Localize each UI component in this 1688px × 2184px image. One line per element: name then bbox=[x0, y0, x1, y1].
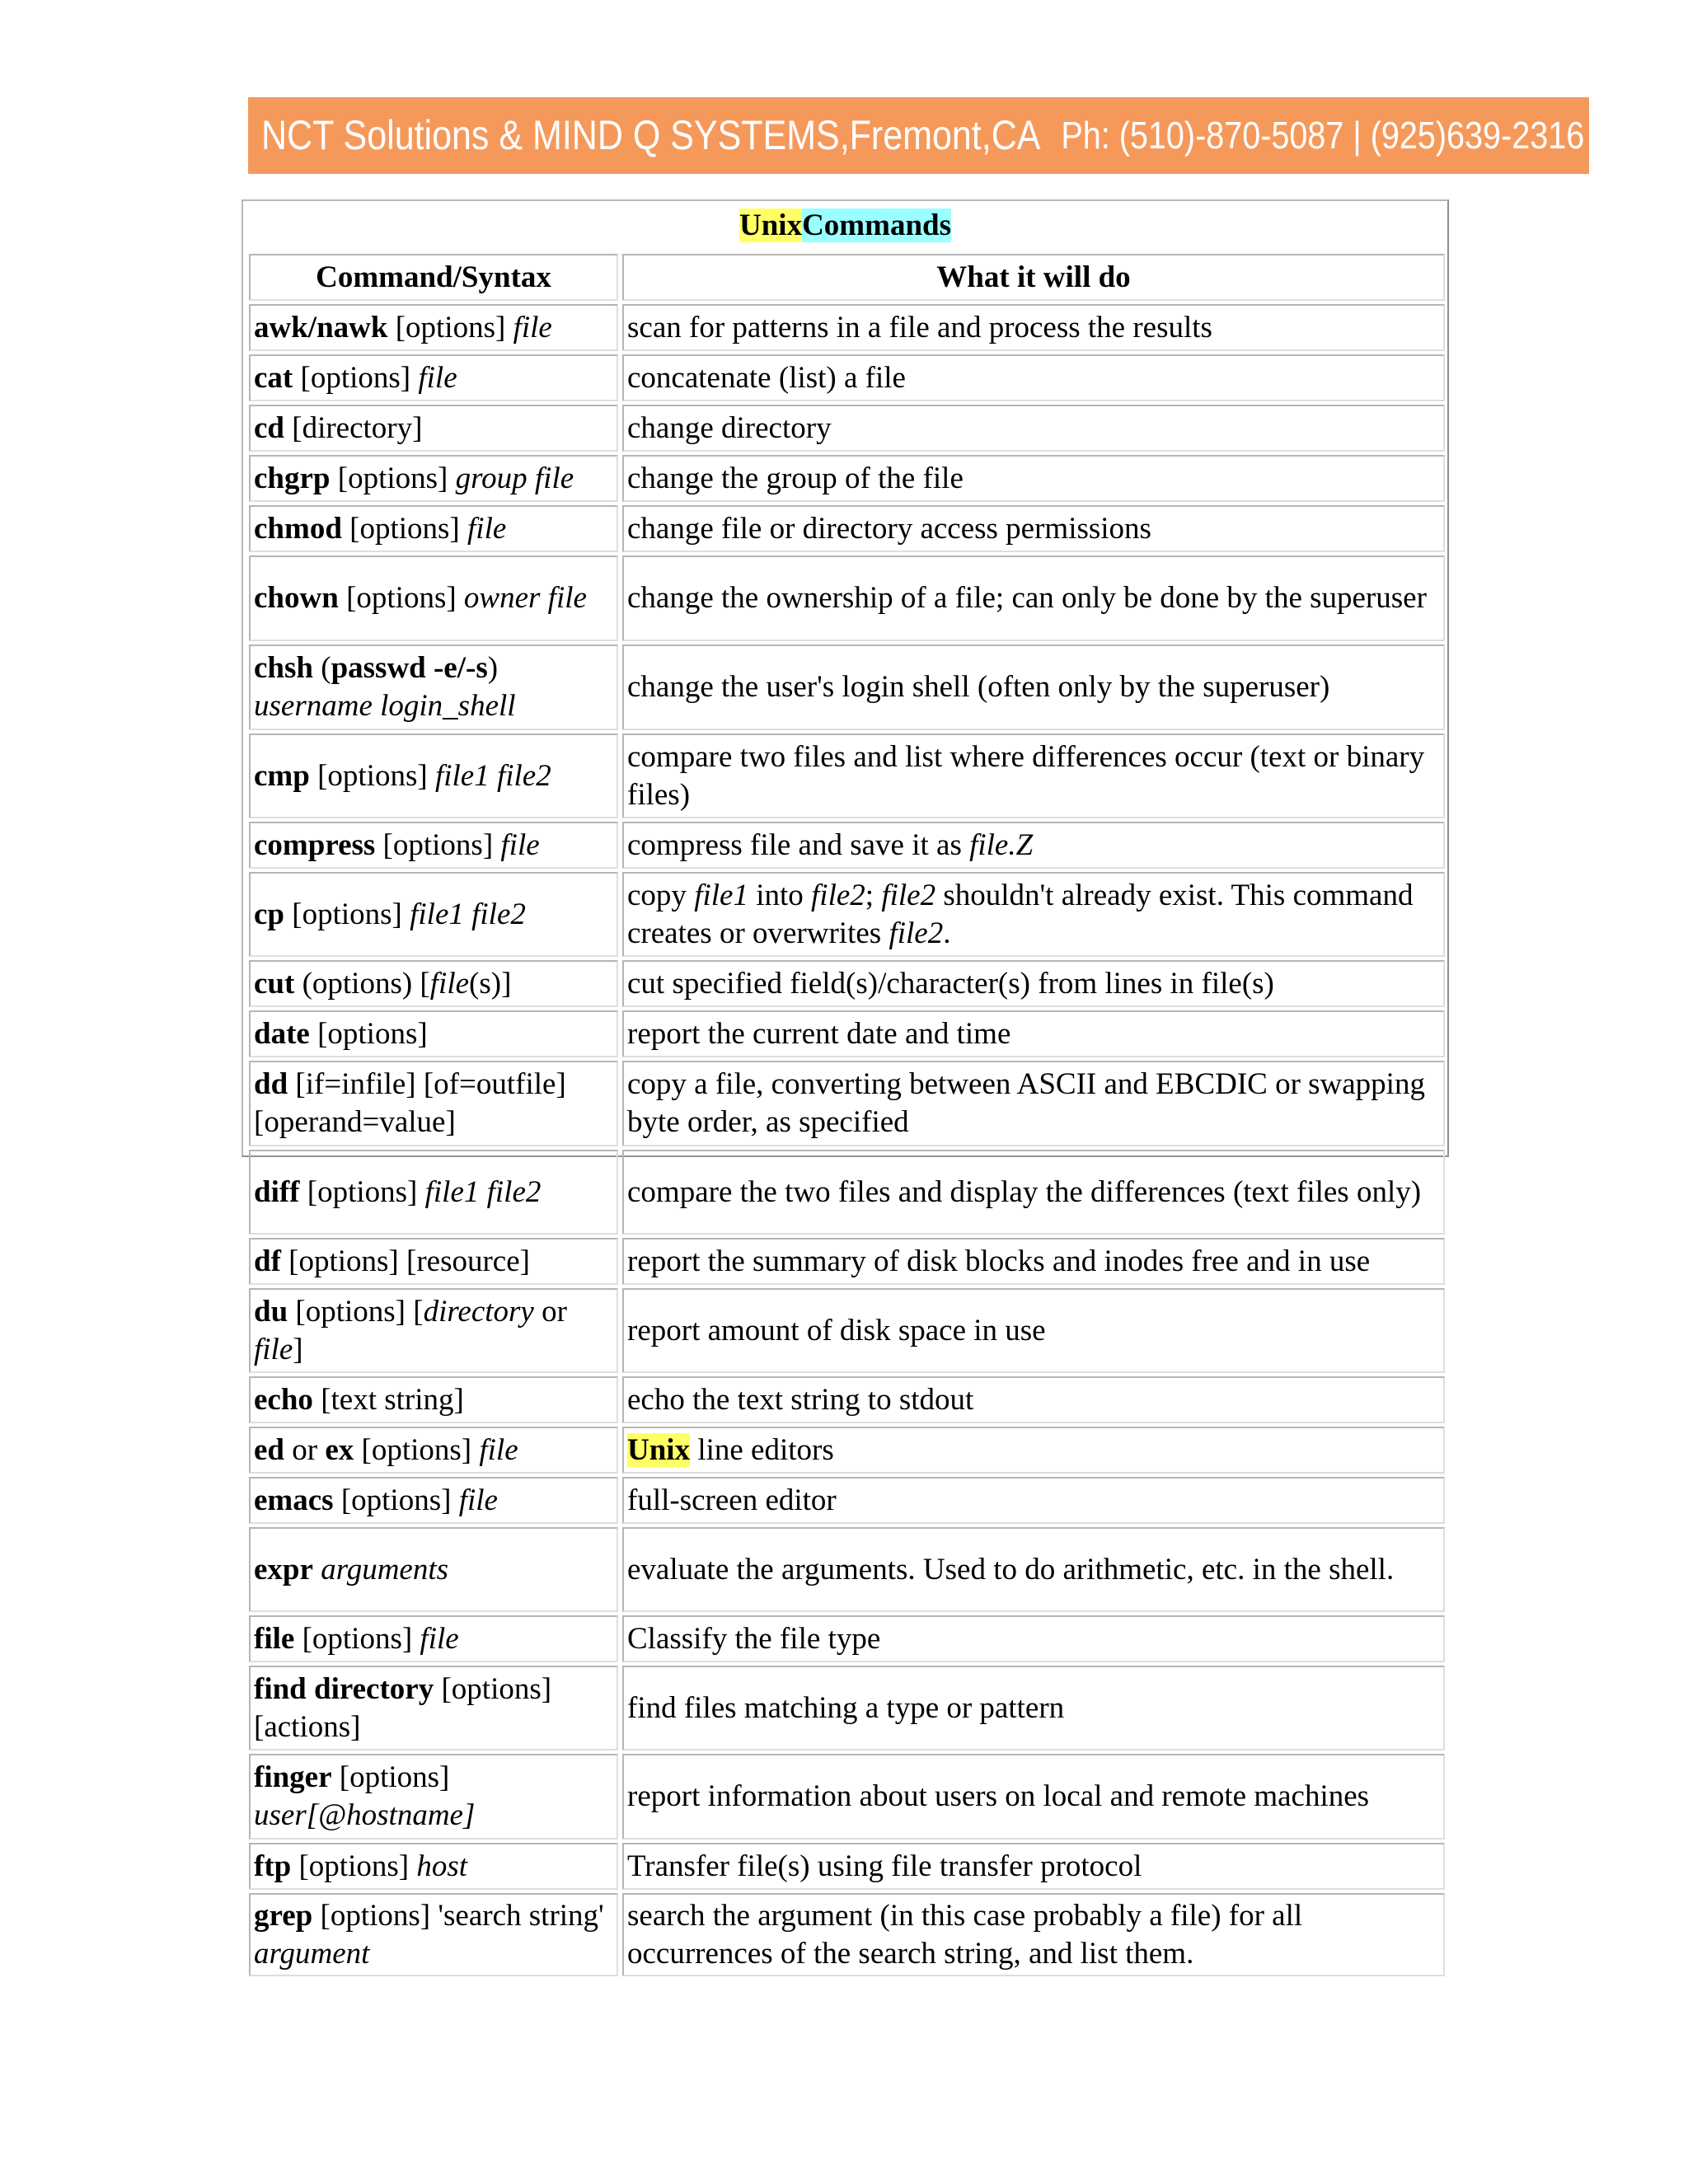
command-syntax-text: diff [options] file1 file2 bbox=[254, 1174, 542, 1209]
description-text: Transfer file(s) using file transfer protocol bbox=[627, 1849, 1142, 1883]
command-cell-cut bbox=[249, 960, 618, 1007]
description-cell-finger bbox=[622, 1754, 1445, 1840]
description-cell-ed bbox=[622, 1427, 1445, 1474]
header-description bbox=[622, 254, 1445, 301]
command-syntax-text: chmod [options] file bbox=[254, 511, 507, 546]
banner-phone-numbers: Ph: (510)-870-5087 | (925)639-2316 bbox=[1061, 114, 1584, 157]
command-cell-echo bbox=[249, 1376, 618, 1423]
command-cell-cd bbox=[249, 405, 618, 452]
command-cell-date bbox=[249, 1010, 618, 1057]
command-syntax-text: cmp [options] file1 file2 bbox=[254, 758, 551, 793]
description-cell-find bbox=[622, 1666, 1445, 1750]
description-cell-chown bbox=[622, 555, 1445, 641]
description-text: report the current date and time bbox=[627, 1016, 1011, 1051]
command-syntax-text: df [options] [resource] bbox=[254, 1244, 530, 1278]
command-syntax-text: compress [options] file bbox=[254, 827, 540, 862]
command-cell-ed bbox=[249, 1427, 618, 1474]
command-syntax-text: expr arguments bbox=[254, 1552, 449, 1586]
description-cell-df bbox=[622, 1238, 1445, 1285]
command-syntax-text: awk/nawk [options] file bbox=[254, 310, 552, 344]
description-text: echo the text string to stdout bbox=[627, 1382, 974, 1417]
description-cell-cd bbox=[622, 405, 1445, 452]
command-syntax-text: date [options] bbox=[254, 1016, 428, 1051]
description-text: compare two files and list where differences occur (text or binary files) bbox=[627, 739, 1425, 812]
description-text: scan for patterns in a file and process the results bbox=[627, 310, 1212, 344]
description-cell-du bbox=[622, 1288, 1445, 1373]
command-cell-awk bbox=[249, 304, 618, 351]
command-syntax-text: chgrp [options] group file bbox=[254, 461, 574, 495]
command-cell-cp bbox=[249, 872, 618, 957]
description-text: copy a file, converting between ASCII and EBCDIC or swapping byte order, as specified bbox=[627, 1067, 1425, 1139]
description-text: compress file and save it as file.Z bbox=[627, 827, 1034, 862]
unix-commands-table bbox=[241, 199, 1449, 1971]
description-cell-ftp bbox=[622, 1843, 1445, 1890]
description-text: find files matching a type or pattern bbox=[627, 1690, 1065, 1725]
title-word-unix: Unix bbox=[739, 209, 803, 242]
description-text: evaluate the arguments. Used to do arithmetic, etc. in the shell. bbox=[627, 1552, 1395, 1586]
description-cell-diff bbox=[622, 1150, 1445, 1235]
command-syntax-text: cd [directory] bbox=[254, 410, 423, 445]
command-syntax-text: finger [options] user[@hostname] bbox=[254, 1760, 476, 1832]
command-cell-finger bbox=[249, 1754, 618, 1840]
description-cell-file bbox=[622, 1615, 1445, 1662]
description-text: concatenate (list) a file bbox=[627, 360, 906, 395]
description-text: copy file1 into file2; file2 shouldn't already exist. This command creates or overwrites file2. bbox=[627, 878, 1414, 950]
command-cell-chmod bbox=[249, 505, 618, 552]
description-cell-chmod bbox=[622, 505, 1445, 552]
command-syntax-text: du [options] [directory or file] bbox=[254, 1294, 567, 1366]
command-cell-du bbox=[249, 1288, 618, 1373]
description-text: Unix line editors bbox=[627, 1432, 834, 1467]
description-cell-chgrp bbox=[622, 455, 1445, 502]
description-text: full-screen editor bbox=[627, 1483, 837, 1517]
description-cell-compress bbox=[622, 822, 1445, 869]
header-banner bbox=[248, 97, 1589, 174]
table-title bbox=[243, 206, 1447, 246]
command-cell-diff bbox=[249, 1150, 618, 1235]
title-word-commands: Commands bbox=[802, 209, 951, 242]
command-cell-compress bbox=[249, 822, 618, 869]
header-description-label: What it will do bbox=[936, 260, 1131, 294]
description-cell-date bbox=[622, 1010, 1445, 1057]
description-cell-expr bbox=[622, 1527, 1445, 1612]
command-cell-find bbox=[249, 1666, 618, 1750]
header-command-label: Command/Syntax bbox=[316, 260, 551, 294]
command-cell-cmp bbox=[249, 733, 618, 818]
description-text: report the summary of disk blocks and inodes free and in use bbox=[627, 1244, 1371, 1278]
description-text: change the ownership of a file; can only be done by the superuser bbox=[627, 581, 1427, 615]
description-cell-cmp bbox=[622, 733, 1445, 818]
command-cell-chgrp bbox=[249, 455, 618, 502]
description-text: compare the two files and display the differences (text files only) bbox=[627, 1174, 1422, 1209]
command-syntax-text: grep [options] 'search string' argument bbox=[254, 1898, 604, 1971]
description-text: change the group of the file bbox=[627, 461, 964, 495]
command-cell-grep bbox=[249, 1893, 618, 1976]
description-cell-cat bbox=[622, 354, 1445, 401]
description-cell-dd bbox=[622, 1061, 1445, 1146]
description-cell-echo bbox=[622, 1376, 1445, 1423]
command-cell-file bbox=[249, 1615, 618, 1662]
command-cell-dd bbox=[249, 1061, 618, 1146]
command-cell-cat bbox=[249, 354, 618, 401]
header-command-syntax bbox=[249, 254, 618, 301]
description-text: report amount of disk space in use bbox=[627, 1313, 1046, 1347]
command-cell-chown bbox=[249, 555, 618, 641]
command-syntax-text: cp [options] file1 file2 bbox=[254, 897, 526, 931]
description-cell-grep bbox=[622, 1893, 1445, 1976]
command-syntax-text: file [options] file bbox=[254, 1621, 459, 1656]
command-syntax-text: chown [options] owner file bbox=[254, 581, 587, 615]
command-cell-df bbox=[249, 1238, 618, 1285]
description-text: search the argument (in this case probably a file) for all occurrences of the search string, and list them. bbox=[627, 1898, 1303, 1971]
command-cell-ftp bbox=[249, 1843, 618, 1890]
description-cell-cp bbox=[622, 872, 1445, 957]
command-syntax-text: cat [options] file bbox=[254, 360, 457, 395]
command-syntax-text: emacs [options] file bbox=[254, 1483, 498, 1517]
command-syntax-text: ftp [options] host bbox=[254, 1849, 468, 1883]
description-text: report information about users on local and remote machines bbox=[627, 1779, 1370, 1813]
description-cell-chsh bbox=[622, 644, 1445, 730]
command-syntax-text: ed or ex [options] file bbox=[254, 1432, 518, 1467]
description-text: change file or directory access permissions bbox=[627, 511, 1151, 546]
description-cell-awk bbox=[622, 304, 1445, 351]
command-syntax-text: dd [if=infile] [of=outfile] [operand=value] bbox=[254, 1067, 566, 1139]
command-syntax-text: chsh (passwd -e/-s) username login_shell bbox=[254, 651, 516, 723]
command-cell-chsh bbox=[249, 644, 618, 730]
description-cell-emacs bbox=[622, 1477, 1445, 1524]
banner-company-name: NCT Solutions & MIND Q SYSTEMS,Fremont,CA bbox=[261, 112, 1041, 158]
description-text: change directory bbox=[627, 410, 832, 445]
description-text: cut specified field(s)/character(s) from lines in file(s) bbox=[627, 966, 1274, 1001]
description-cell-cut bbox=[622, 960, 1445, 1007]
command-cell-expr bbox=[249, 1527, 618, 1612]
command-syntax-text: find directory [options] [actions] bbox=[254, 1671, 552, 1744]
description-text: change the user's login shell (often only by the superuser) bbox=[627, 670, 1330, 704]
command-cell-emacs bbox=[249, 1477, 618, 1524]
command-syntax-text: echo [text string] bbox=[254, 1382, 464, 1417]
description-text: Classify the file type bbox=[627, 1621, 881, 1656]
command-syntax-text: cut (options) [file(s)] bbox=[254, 966, 512, 1001]
